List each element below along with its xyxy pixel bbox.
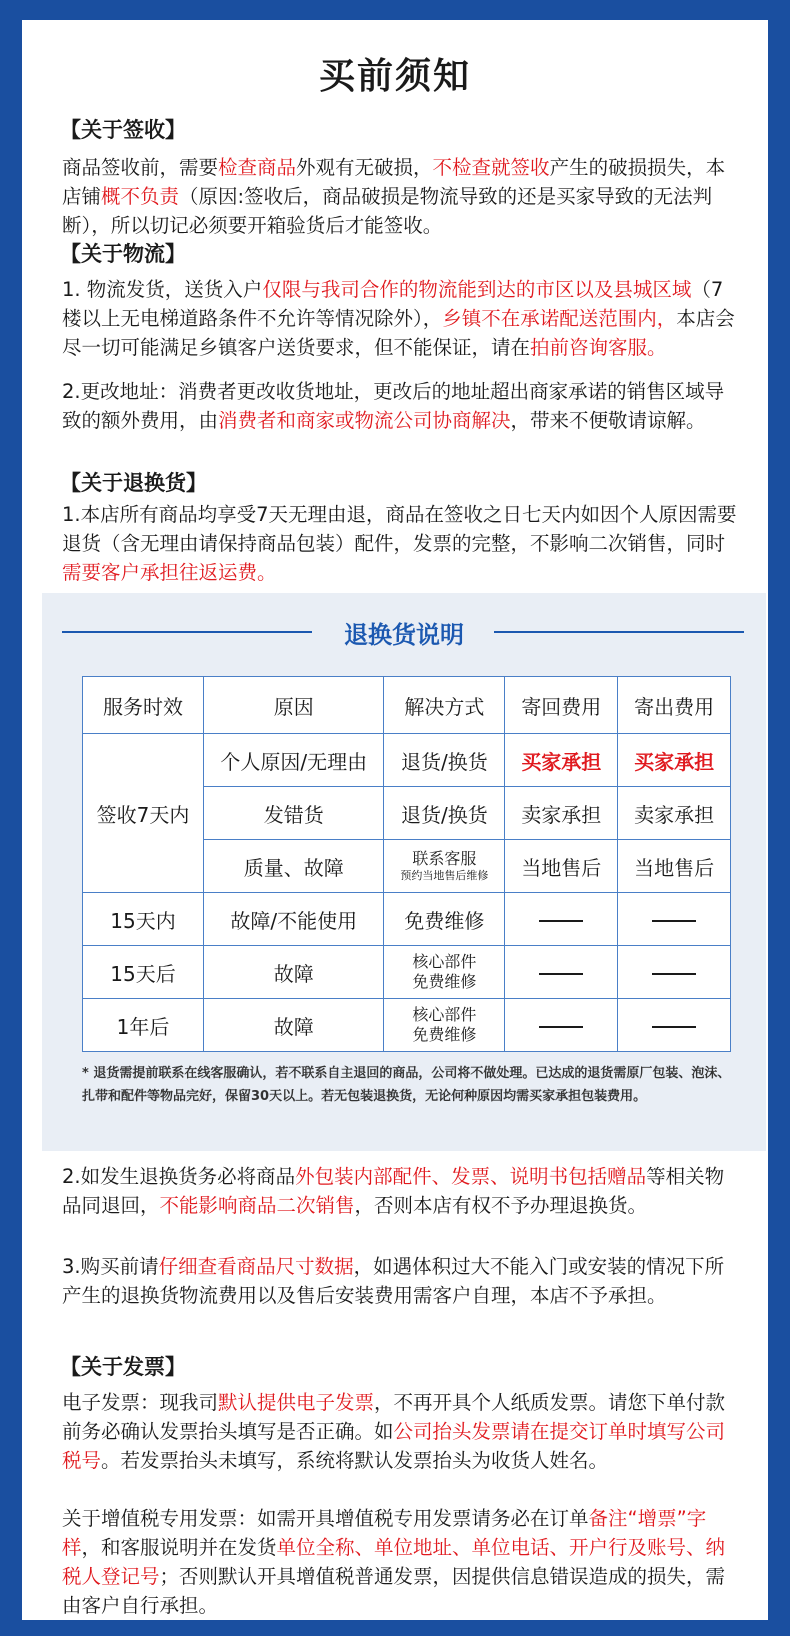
period-cell: 1年后 <box>83 999 204 1052</box>
solution-sub: 预约当地售后维修 <box>400 869 489 882</box>
body-text: 外观有无破损， <box>296 156 433 179</box>
highlight-text: 仅限与我司合作的物流能到达的市区以及县城区域 <box>262 278 692 301</box>
solution-line: 免费维修 <box>412 972 477 991</box>
return-table-section <box>42 593 766 1151</box>
dash-mark <box>652 920 696 922</box>
body-text: ，不再开具个人纸质发票。请您下单付款前务必确认发票抬头填写是否正确。如 <box>62 1391 726 1443</box>
returns-paragraph-1 <box>62 500 742 587</box>
period-cell: 签收7天内 <box>83 734 204 893</box>
table-row <box>83 893 731 946</box>
body-text: 等相关物品同退回， <box>62 1165 725 1217</box>
table-header-row <box>83 677 731 734</box>
table-row <box>83 999 731 1052</box>
highlight-text: 仔细查看商品尺寸数据 <box>158 1255 354 1278</box>
reason-cell: 故障/不能使用 <box>203 893 383 946</box>
dash-mark <box>539 1026 583 1028</box>
invoice-paragraph-2 <box>62 1504 742 1620</box>
header-cell: 服务时效 <box>83 677 204 734</box>
dash-mark <box>652 973 696 975</box>
body-text: 2.如发生退换货务必将商品 <box>62 1165 296 1188</box>
solution-line: 核心部件 <box>412 1005 477 1024</box>
page-title: 买前须知 <box>318 56 471 97</box>
body-text: ；否则默认开具增值税普通发票，因提供信息错误造成的损失，需由客户自行承担。 <box>62 1565 726 1617</box>
ship-fee-cell <box>618 999 731 1052</box>
body-text: ，带来不便敬请谅解。 <box>510 409 706 432</box>
ship-fee-cell: 当地售后 <box>618 840 731 893</box>
highlight-text: 不能影响商品二次销售 <box>159 1194 355 1217</box>
dash-mark <box>539 973 583 975</box>
returns-paragraph-2 <box>62 1162 742 1220</box>
body-text: 关于增值税专用发票：如需开具增值税专用发票请务必在订单 <box>62 1507 589 1530</box>
invoice-heading: 【关于发票】 <box>60 1355 186 1379</box>
dash-mark <box>539 920 583 922</box>
highlight-text: 公司抬头发票请在提交订单时填写公司税号 <box>62 1420 726 1472</box>
body-text: ，否则本店有权不予办理退换货。 <box>354 1194 648 1217</box>
body-text: ，如遇体积过大不能入门或安装的情况下所产生的退换货物流费用以及售后安装费用需客户自理，本店不予承担。 <box>62 1255 725 1307</box>
reason-cell: 发错货 <box>203 787 383 840</box>
highlight-text: 消费者和商家或物流公司协商解决 <box>218 409 511 432</box>
header-cell: 原因 <box>203 677 383 734</box>
solution-line: 核心部件 <box>412 952 477 971</box>
solution-line: 免费维修 <box>412 1025 477 1044</box>
return-table-note: * 退货需提前联系在线客服确认，若不联系自主退回的商品，公司将不做处理。已达成的退货需原厂包装、泡沫、扎带和配件等物品完好，保留30天以上。若无包装退换货，无论何种原因均需买家承担包装费用。 <box>82 1066 731 1104</box>
highlight-text: 不检查就签收 <box>432 156 550 179</box>
solution-main: 联系客服 <box>412 849 477 868</box>
sign-paragraph <box>62 153 742 240</box>
ship-fee-cell <box>618 946 731 999</box>
ship-fee-cell: 买家承担 <box>618 734 731 787</box>
return-fee-cell: 买家承担 <box>505 734 618 787</box>
reason-cell: 质量、故障 <box>203 840 383 893</box>
invoice-paragraph-1 <box>62 1388 742 1475</box>
period-cell: 15天后 <box>83 946 204 999</box>
highlight-text: 需要客户承担往返运费。 <box>62 561 277 584</box>
solution-cell: 退货/换货 <box>384 787 505 840</box>
title-rule-right <box>494 631 744 633</box>
body-text: （7楼以上无电梯道路条件不允许等情况除外）， <box>62 278 724 330</box>
body-text: 1.本店所有商品均享受7天无理由退，商品在签收之日七天内如因个人原因需要退货（含无理由请保持商品包装）配件，发票的完整，不影响二次销售，同时 <box>62 503 737 555</box>
return-fee-cell <box>505 893 618 946</box>
return-fee-cell: 卖家承担 <box>505 787 618 840</box>
reason-cell: 故障 <box>203 946 383 999</box>
table-row <box>83 734 731 787</box>
logistics-paragraph-1 <box>62 275 742 362</box>
period-cell: 15天内 <box>83 893 204 946</box>
solution-cell <box>384 840 505 893</box>
body-text: 商品签收前，需要 <box>62 156 219 179</box>
return-policy-table <box>82 676 731 1052</box>
highlight-text: 备注“增票”字样 <box>62 1507 707 1559</box>
header-cell: 寄出费用 <box>618 677 731 734</box>
body-text: 2.更改地址：消费者更改收货地址，更改后的地址超出商家承诺的销售区域导致的额外费用，由 <box>62 380 725 432</box>
solution-cell: 退货/换货 <box>384 734 505 787</box>
sign-heading: 【关于签收】 <box>60 118 186 142</box>
return-fee-cell: 当地售后 <box>505 840 618 893</box>
body-text: 3.购买前请 <box>62 1255 159 1278</box>
body-text: 1. 物流发货，送货入户 <box>62 278 263 301</box>
solution-cell <box>384 999 505 1052</box>
return-table-title: 退换货说明 <box>344 621 464 649</box>
dash-mark <box>652 1026 696 1028</box>
logistics-paragraph-2 <box>62 377 742 435</box>
highlight-text: 概不负责 <box>101 185 180 208</box>
solution-cell <box>384 946 505 999</box>
highlight-text: 检查商品 <box>218 156 297 179</box>
reason-cell: 故障 <box>203 999 383 1052</box>
reason-cell: 个人原因/无理由 <box>203 734 383 787</box>
highlight-text: 默认提供电子发票 <box>218 1391 375 1414</box>
body-text: 。若发票抬头未填写，系统将默认发票抬头为收货人姓名。 <box>101 1449 609 1472</box>
return-fee-cell <box>505 946 618 999</box>
body-text: 电子发票：现我司 <box>62 1391 219 1414</box>
body-text: （原因:签收后，商品破损是物流导致的还是买家导致的无法判断），所以切记必须要开箱验货后才能签收。 <box>62 185 713 237</box>
header-cell: 解决方式 <box>384 677 505 734</box>
ship-fee-cell: 卖家承担 <box>618 787 731 840</box>
logistics-heading: 【关于物流】 <box>60 242 186 266</box>
highlight-text: 拍前咨询客服。 <box>530 336 667 359</box>
body-text: ，和客服说明并在发货 <box>81 1536 277 1559</box>
header-cell: 寄回费用 <box>505 677 618 734</box>
body-text: 产生的破损损失，本店铺 <box>62 156 726 208</box>
body-text: 本店会尽一切可能满足乡镇客户送货要求，但不能保证，请在 <box>62 307 735 359</box>
ship-fee-cell <box>618 893 731 946</box>
return-fee-cell <box>505 999 618 1052</box>
highlight-text: 外包装内部配件、发票、说明书包括赠品 <box>295 1165 647 1188</box>
solution-cell: 免费维修 <box>384 893 505 946</box>
table-row <box>83 946 731 999</box>
highlight-text: 单位全称、单位地址、单位电话、开户行及账号、纳税人登记号 <box>62 1536 726 1588</box>
returns-heading: 【关于退换货】 <box>60 471 207 495</box>
returns-paragraph-3 <box>62 1252 742 1310</box>
notice-card <box>22 20 768 1620</box>
highlight-text: 乡镇不在承诺配送范围内， <box>442 307 677 330</box>
